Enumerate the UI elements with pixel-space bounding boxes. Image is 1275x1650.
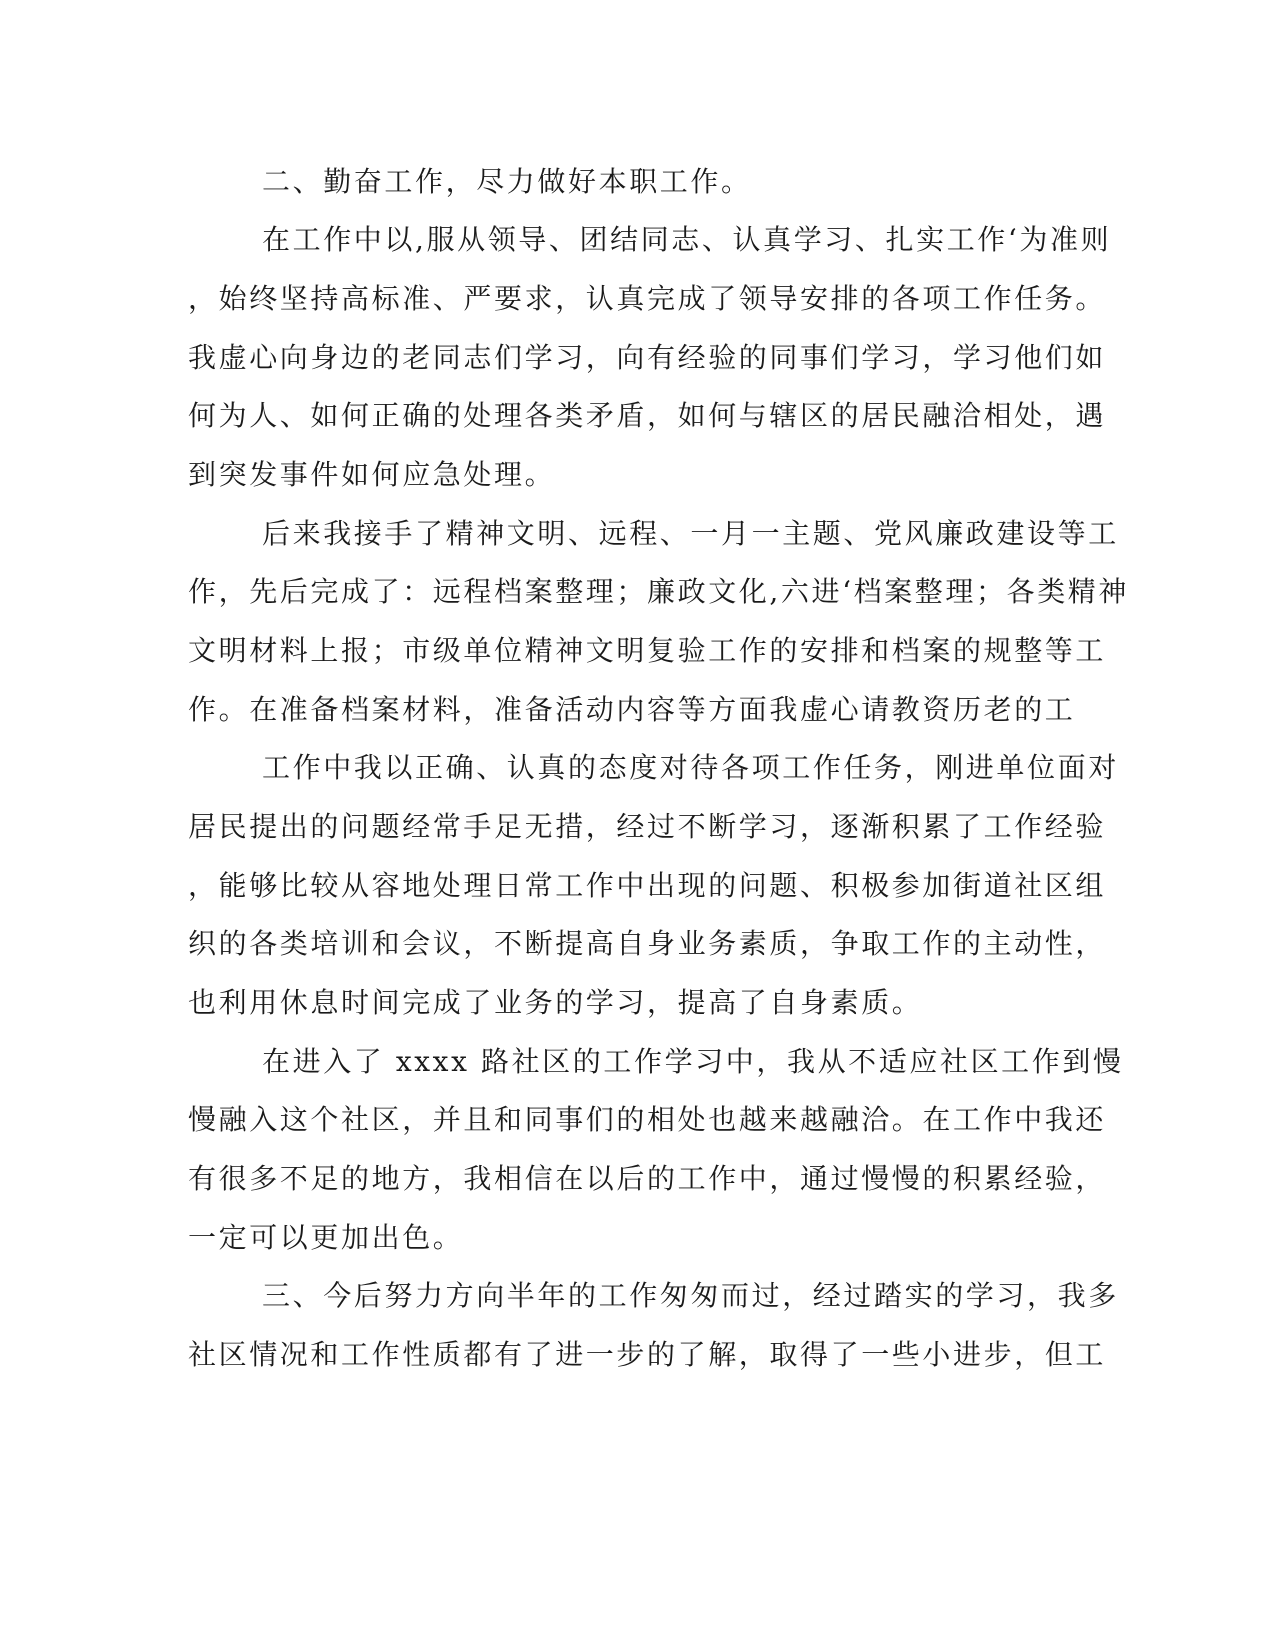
paragraph-line: 工作中我以正确、认真的态度对待各项工作任务，刚进单位面对 — [262, 751, 1119, 784]
paragraph-line: 慢融入这个社区，并且和同事们的相处也越来越融洽。在工作中我还 — [188, 1103, 1107, 1136]
paragraph-line: ，始终坚持高标准、严要求，认真完成了领导安排的各项工作任务。 — [188, 282, 1107, 315]
paragraph-line: 我虚心向身边的老同志们学习，向有经验的同事们学习，学习他们如 — [188, 341, 1107, 374]
paragraph-line: 有很多不足的地方，我相信在以后的工作中，通过慢慢的积累经验， — [188, 1162, 1107, 1195]
paragraph-line: 作。在准备档案材料，准备活动内容等方面我虚心请教资历老的工 — [188, 693, 1076, 726]
paragraph-line: 在工作中以,服从领导、团结同志、认真学习、扎实工作‘为准则 — [262, 223, 1112, 256]
section-heading-three: 三、今后努力方向半年的工作匆匆而过，经过踏实的学习，我多 — [262, 1279, 1119, 1312]
paragraph-line: 在进入了 xxxx 路社区的工作学习中，我从不适应社区工作到慢 — [262, 1045, 1124, 1078]
paragraph-line: 文明材料上报；市级单位精神文明复验工作的安排和档案的规整等工 — [188, 634, 1107, 667]
paragraph-line: 一定可以更加出色。 — [188, 1221, 464, 1254]
paragraph-line: 作，先后完成了：远程档案整理；廉政文化,六进‘档案整理；各类精神 — [188, 575, 1130, 608]
paragraph-line: 何为人、如何正确的处理各类矛盾，如何与辖区的居民融洽相处，遇 — [188, 399, 1107, 432]
paragraph-line: 居民提出的问题经常手足无措，经过不断学习，逐渐积累了工作经验 — [188, 810, 1107, 843]
paragraph-line: ，能够比较从容地处理日常工作中出现的问题、积极参加街道社区组 — [188, 869, 1107, 902]
paragraph-line: 也利用休息时间完成了业务的学习，提高了自身素质。 — [188, 986, 923, 1019]
paragraph-line: 到突发事件如何应急处理。 — [188, 458, 556, 491]
section-heading-two: 二、勤奋工作，尽力做好本职工作。 — [262, 165, 752, 198]
paragraph-line: 后来我接手了精神文明、远程、一月一主题、党风廉政建设等工 — [262, 517, 1119, 550]
paragraph-line: 社区情况和工作性质都有了进一步的了解，取得了一些小进步，但工 — [188, 1338, 1107, 1371]
paragraph-line: 织的各类培训和会议，不断提高自身业务素质，争取工作的主动性， — [188, 927, 1107, 960]
